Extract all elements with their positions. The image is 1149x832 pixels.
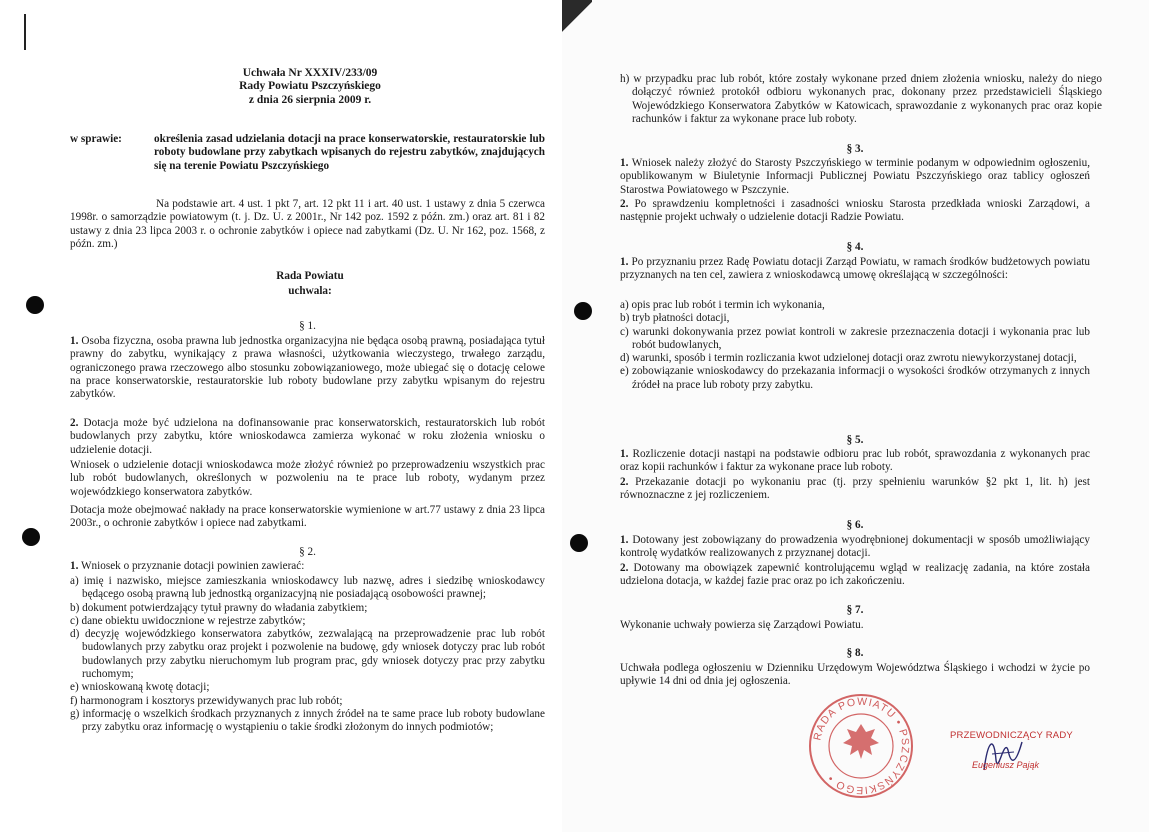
subject-prefix: w sprawie: xyxy=(70,133,122,145)
list-item: a) opis prac lub robót i termin ich wykonania, xyxy=(620,299,825,311)
page-right xyxy=(562,0,1149,832)
paragraph-text: Dotowany ma obowiązek zapewnić kontrolującemu wgląd w realizację zadania, na które została udzielona dotacja, w każdej fazie prac oraz po ich zakończeniu. xyxy=(620,562,1091,588)
page-left xyxy=(0,0,562,832)
section-6-paragraph-2 xyxy=(620,562,1090,589)
resolution-number: Uchwała Nr XXXIV/233/09 xyxy=(242,67,378,79)
section-3-title: § 3. xyxy=(846,143,864,155)
section-8-title: § 8. xyxy=(846,647,864,659)
list-item: d) decyzję wojewódzkiego konserwatora zabytków, zezwalającą na przeprowadzenie prac lub robót budowlanych przy zabytku oraz projekt i pozwolenie na budowę, gdy wniosek dotyczy prac lub robót budowlanych przy zabytku nieruchomym lub program prac, gdy wniosek dotyczy prac przy zabytku ruchomym; xyxy=(70,628,545,681)
list-item: a) imię i nazwisko, miejsce zamieszkania wnioskodawcy lub nazwę, adres i siedzibę wnioskodawcy będącego osobą prawną lub jednostką organizacyjną nie posiadającą osobowości prawnej; xyxy=(70,575,545,601)
section-1-paragraph-4: Dotacja może obejmować nakłady na prace konserwatorskie wymienione w art.77 ustawy z dnia 23 lipca 2003r., o ochronie zabytków i opiece nad zabytkami. xyxy=(70,504,545,530)
section-2-intro xyxy=(70,560,545,573)
list-item: b) dokument potwierdzający tytuł prawny do władania zabytkiem; xyxy=(70,601,368,614)
list-item: d) warunki, sposób i termin rozliczania kwot udzielonej dotacji oraz zwrotu niewykorzystanej dotacji, xyxy=(620,352,1077,365)
section-2-list xyxy=(70,575,545,735)
section-1-paragraph-1 xyxy=(70,335,545,401)
list-item: c) dane obiektu uwidocznione w rejestrze zabytków; xyxy=(70,614,306,627)
list-item: e) zobowiązanie wnioskodawcy do przekazania informacji o wysokości środków otrzymanych z innych źródeł na prace lub roboty przy zabytku. xyxy=(620,365,1090,391)
paragraph-text: Wniosek o przyznanie dotacji powinien zawierać: xyxy=(81,560,305,572)
council-name: Rady Powiatu Pszczyńskiego xyxy=(239,80,381,93)
resolution-subject xyxy=(70,133,545,173)
signature-name: Eugeniusz Pająk xyxy=(972,760,1040,770)
section-4-list xyxy=(620,299,1090,392)
section-8-text: Uchwała podlega ogłoszeniu w Dzienniku Urzędowym Województwa Śląskiego i wchodzi w życie po upływie 14 dni od dnia jej ogłoszenia. xyxy=(620,662,1090,688)
section-7-title: § 7. xyxy=(846,604,864,616)
section-6-title: § 6. xyxy=(846,519,864,531)
section-4-paragraph-1 xyxy=(620,256,1090,283)
paragraph-text: Dotowany jest zobowiązany do prowadzenia wyodrębnionej dokumentacji w sposób umożliwiający kontrolę wydatków realizowanych z przyznanej dotacji. xyxy=(620,534,1091,560)
paragraph-number: 2. xyxy=(70,417,79,429)
signature-title: PRZEWODNICZĄCY RADY xyxy=(950,730,1073,741)
paragraph-text: Po sprawdzeniu kompletności i zasadności wniosku Starosta przedkłada wnioski Zarządowi, a następnie projekt uchwały o udzielenie dotacji Radzie Powiatu. xyxy=(620,198,1090,224)
punch-hole xyxy=(26,296,44,314)
punch-hole xyxy=(574,302,592,320)
margin-mark xyxy=(24,14,26,50)
section-6-paragraph-1 xyxy=(620,534,1090,561)
section-3-paragraph-2 xyxy=(620,198,1090,225)
subject-text: określenia zasad udzielania dotacji na prace konserwatorskie, restauratorskie lub roboty budowlane przy zabytkach wpisanych do rejestru zabytków, znajdujących się na terenie Powiatu Pszczyńskiego xyxy=(154,133,545,172)
paragraph-number: 2. xyxy=(620,198,629,210)
section-1-title: § 1. xyxy=(299,320,316,332)
paragraph-text: Rozliczenie dotacji nastąpi na podstawie odbioru prac lub robót, sprawozdania z wykonanych prac oraz kopii rachunków i faktur za wykonane prace lub roboty. xyxy=(620,448,1090,474)
council-heading: Rada Powiatu xyxy=(276,270,344,282)
paragraph-number: 1. xyxy=(620,157,629,169)
paragraph-number: 1. xyxy=(70,335,79,347)
resolution-date: z dnia 26 sierpnia 2009 r. xyxy=(248,93,372,106)
section-7-text: Wykonanie uchwały powierza się Zarządowi Powiatu. xyxy=(620,619,864,631)
paragraph-text: Wniosek należy złożyć do Starosty Pszczyńskiego w terminie podanym w odpowiednim ogłoszeniu, opublikowanym w Biuletynie Informacji Publicznej Powiatu Pszczyńskiego oraz tablicy ogłoszeń Starostwa Powiatowego w Pszczynie. xyxy=(620,157,1090,196)
resolution-header xyxy=(150,67,470,107)
paragraph-text: Osoba fizyczna, osoba prawna lub jednostka organizacyjna nie będąca osobą prawną, posiadająca tytuł prawny do zabytku, wynikający z prawa własności, użytkowania wieczystego, trwałego zarządu, ograniczonego prawa rzeczowego albo stosunku zobowiązaniowego, może ubiegać się o dotację celowe na prace konserwatorskie, restauratorskie lub roboty budowlane przy zabytku wpisanym do rejestru zabytków. xyxy=(70,335,545,401)
section-4-title: § 4. xyxy=(846,241,864,253)
resolves-heading: uchwala: xyxy=(288,285,332,297)
paragraph-number: 1. xyxy=(620,256,629,268)
section-5-paragraph-1 xyxy=(620,448,1090,475)
list-item: g) informację o wszelkich środkach przyznanych z innych źródeł na te same prace lub roboty budowlane przy zabytku oraz informację o wystąpieniu o takie środki złożonym do innych podmiotów; xyxy=(70,707,545,734)
paragraph-number: 1. xyxy=(620,448,629,460)
paragraph-number: 2. xyxy=(620,476,629,488)
section-5-title: § 5. xyxy=(846,434,864,446)
paragraph-text: Po przyznaniu przez Radę Powiatu dotacji Zarząd Powiatu, w ramach środków budżetowych powiatu przyznanych na ten cel, zawiera z wnioskodawcą umowę określającą w szczególności: xyxy=(620,256,1091,282)
legal-basis: Na podstawie art. 4 ust. 1 pkt 7, art. 12 pkt 11 i art. 40 ust. 1 ustawy z dnia 5 czerwca 1998r. o samorządzie powiatowym (t. j. Dz. U. z 2001r., Nr 142 poz. 1592 z późn. zm.) oraz art. 81 i 82 ustawy z dnia 23 lipca 2003 r. o ochronie zabytków i opiece nad zabytkami (Dz. U. Nr 162, poz. 1568, z późn. zm.) xyxy=(70,198,545,250)
paragraph-text: Przekazanie dotacji po wykonaniu prac (tj. przy spełnieniu warunków §2 pkt 1, lit. h) jest równoznaczne z jej rozliczeniem. xyxy=(620,476,1090,502)
paragraph-number: 1. xyxy=(70,560,79,572)
section-2-title: § 2. xyxy=(299,546,316,558)
council-seal-stamp xyxy=(807,692,915,800)
paragraph-number: 2. xyxy=(620,562,629,574)
svg-text:RADA POWIATU • PSZCZYŃSKIEGO •: RADA POWIATU • PSZCZYŃSKIEGO • xyxy=(811,695,912,797)
section-2-item-h: h) w przypadku prac lub robót, które zostały wykonane przed dniem złożenia wniosku, należy do niego dołączyć również protokół odbioru wykonanych prac, dokonany przez przedstawicieli Śląskiego Wojewódzkiego Konserwatora Zabytków w Katowicach, sprawozdanie z wykonanych prac oraz kopie rachunków i faktur za wykonane prace lub roboty. xyxy=(620,73,1102,125)
handwritten-signature xyxy=(974,730,1034,780)
paragraph-text: Dotacja może być udzielona na dofinansowanie prac konserwatorskich, restauratorskich lub robót budowlanych przy zabytku, które wnioskodawca zamierza wykonać w roku złożenia wniosku o udzielenie dotacji. xyxy=(70,417,546,456)
punch-hole xyxy=(570,534,588,552)
section-5-paragraph-2 xyxy=(620,476,1090,503)
list-item: c) warunki dokonywania przez powiat kontroli w zakresie przeznaczenia dotacji i wykonania prac lub robót budowlanych, xyxy=(620,325,1090,351)
list-item: f) harmonogram i kosztorys przewidywanych prac lub robót; xyxy=(70,694,343,707)
section-1-paragraph-2 xyxy=(70,417,545,457)
paragraph-number: 1. xyxy=(620,534,629,546)
list-item: b) tryb płatności dotacji, xyxy=(620,312,730,325)
section-1-paragraph-3: Wniosek o udzielenie dotacji wnioskodawca może złożyć również po przeprowadzeniu wszystkich prac lub robót budowlanych, określonych w pozwoleniu na te prace lub roboty, wydanym przez wojewódzkiego konserwatora zabytków. xyxy=(70,459,545,498)
punch-hole xyxy=(22,528,40,546)
list-item: e) wnioskowaną kwotę dotacji; xyxy=(70,681,210,694)
section-3-paragraph-1 xyxy=(620,157,1090,197)
